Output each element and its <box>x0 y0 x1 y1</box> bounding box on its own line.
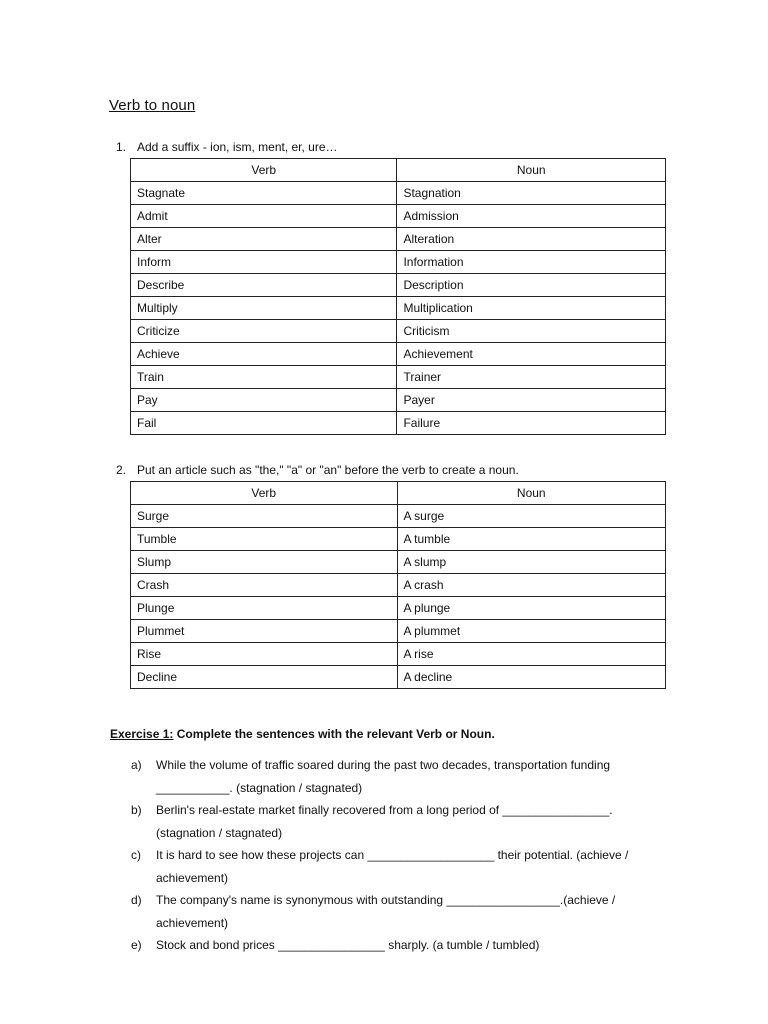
table-row <box>131 182 666 205</box>
table-row <box>131 412 666 435</box>
exercise-label: Exercise 1: <box>110 727 174 741</box>
noun-cell: Failure <box>397 412 666 435</box>
verb-cell: Decline <box>131 666 398 689</box>
question-line: (stagnation / stagnated) <box>156 826 283 840</box>
verb-cell: Multiply <box>131 297 397 320</box>
question-label: a) <box>131 758 142 772</box>
noun-column-header: Noun <box>397 159 666 182</box>
exercise-title: Complete the sentences with the relevant Verb or Noun. <box>173 727 495 741</box>
noun-cell: A surge <box>397 505 666 528</box>
noun-cell: A plunge <box>397 597 666 620</box>
verb-cell: Surge <box>131 505 398 528</box>
verb-cell: Tumble <box>131 528 398 551</box>
question-line: It is hard to see how these projects can ___________________ their potential. (achieve / <box>156 848 629 862</box>
question-label: b) <box>131 803 142 817</box>
table-row <box>131 366 666 389</box>
table-row <box>131 320 666 343</box>
question-label: d) <box>131 893 142 907</box>
verb-cell: Stagnate <box>131 182 397 205</box>
noun-cell: Trainer <box>397 366 666 389</box>
verb-cell: Fail <box>131 412 397 435</box>
noun-cell: Payer <box>397 389 666 412</box>
section1-instruction: Add a suffix - ion, ism, ment, er, ure… <box>137 140 338 154</box>
noun-cell: Information <box>397 251 666 274</box>
section2-heading <box>116 463 519 477</box>
question-text <box>156 754 666 800</box>
question-label: e) <box>131 938 142 952</box>
verb-cell: Alter <box>131 228 397 251</box>
noun-cell: A tumble <box>397 528 666 551</box>
noun-cell: A decline <box>397 666 666 689</box>
table-row <box>131 551 666 574</box>
table-row <box>131 205 666 228</box>
verb-cell: Pay <box>131 389 397 412</box>
table-row <box>131 505 666 528</box>
table-row <box>131 620 666 643</box>
verb-cell: Plummet <box>131 620 398 643</box>
verb-cell: Train <box>131 366 397 389</box>
question-text <box>156 844 666 890</box>
table-row <box>131 574 666 597</box>
table-row <box>131 666 666 689</box>
table-row <box>131 389 666 412</box>
question-text <box>156 799 666 845</box>
verb-cell: Criticize <box>131 320 397 343</box>
section1-number: 1. <box>116 140 127 154</box>
verb-cell: Achieve <box>131 343 397 366</box>
noun-cell: Stagnation <box>397 182 666 205</box>
noun-cell: A slump <box>397 551 666 574</box>
noun-cell: A rise <box>397 643 666 666</box>
section2-instruction: Put an article such as "the," "a" or "an" before the verb to create a noun. <box>137 463 519 477</box>
table-row <box>131 228 666 251</box>
table-header-row <box>131 159 666 182</box>
table-row <box>131 251 666 274</box>
noun-cell: A crash <box>397 574 666 597</box>
question-line: While the volume of traffic soared during the past two decades, transportation funding <box>156 758 611 772</box>
table-row <box>131 274 666 297</box>
suffix-table <box>130 158 666 435</box>
noun-cell: A plummet <box>397 620 666 643</box>
section2-number: 2. <box>116 463 127 477</box>
article-table <box>130 481 666 689</box>
verb-column-header: Verb <box>131 482 398 505</box>
table-row <box>131 528 666 551</box>
question-line: Stock and bond prices ________________ sharply. (a tumble / tumbled) <box>156 938 540 952</box>
verb-cell: Describe <box>131 274 397 297</box>
verb-cell: Crash <box>131 574 398 597</box>
question-label: c) <box>131 848 141 862</box>
table-row <box>131 643 666 666</box>
question-line: achievement) <box>156 871 229 885</box>
noun-cell: Description <box>397 274 666 297</box>
noun-cell: Admission <box>397 205 666 228</box>
section1-heading <box>116 140 338 154</box>
verb-column-header: Verb <box>131 159 397 182</box>
exercise-heading <box>110 727 495 741</box>
noun-column-header: Noun <box>397 482 666 505</box>
verb-cell: Plunge <box>131 597 398 620</box>
question-line: ___________. (stagnation / stagnated) <box>156 781 363 795</box>
noun-cell: Achievement <box>397 343 666 366</box>
noun-cell: Alteration <box>397 228 666 251</box>
question-line: The company's name is synonymous with outstanding _________________.(achieve / <box>156 893 616 907</box>
question-text <box>156 934 666 957</box>
question-line: Berlin's real-estate market finally recovered from a long period of ________________. <box>156 803 613 817</box>
table-row <box>131 297 666 320</box>
question-line: achievement) <box>156 916 229 930</box>
question-text <box>156 889 666 935</box>
noun-cell: Multiplication <box>397 297 666 320</box>
table-row <box>131 597 666 620</box>
page-title: Verb to noun <box>109 97 196 114</box>
table-row <box>131 343 666 366</box>
verb-cell: Rise <box>131 643 398 666</box>
verb-cell: Admit <box>131 205 397 228</box>
table-header-row <box>131 482 666 505</box>
verb-cell: Inform <box>131 251 397 274</box>
verb-cell: Slump <box>131 551 398 574</box>
noun-cell: Criticism <box>397 320 666 343</box>
